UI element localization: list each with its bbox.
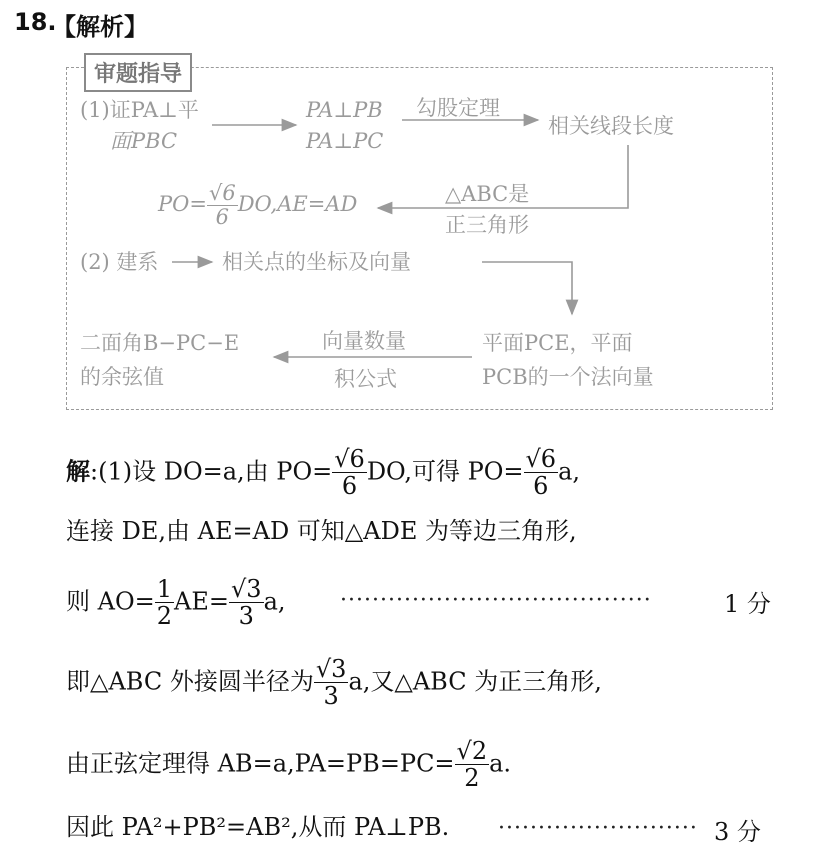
node-9a: 平面PCE，平面 xyxy=(482,331,633,355)
node-11a: 二面角B−PC−E xyxy=(80,331,240,355)
line3-f1-numerator: 1 xyxy=(156,575,173,603)
line3-f2-numerator: √3 xyxy=(231,575,262,603)
line4-numerator: √3 xyxy=(315,655,347,683)
node-5b: 正三角形 xyxy=(445,213,529,237)
node-8: 相关点的坐标及向量 xyxy=(222,250,411,274)
node-5a: △ABC是 xyxy=(445,182,530,206)
node-6-numerator: √6 xyxy=(208,181,236,205)
node-11b: 的余弦值 xyxy=(80,365,164,389)
solution-line-6: 因此 PA²+PB²=AB²,从而 PA⊥PB. xyxy=(66,813,450,841)
node-6-fraction xyxy=(207,182,238,229)
line1-fraction-2 xyxy=(524,446,559,500)
line5-b: a. xyxy=(489,749,512,778)
line4-denominator: 3 xyxy=(323,682,339,711)
line1-f1-numerator: √6 xyxy=(334,445,365,473)
line1-fraction-1 xyxy=(332,446,367,500)
solution-line-2: 连接 DE,由 AE=AD 可知△ADE 为等边三角形, xyxy=(66,517,577,545)
line6-score: 3 分 xyxy=(714,818,761,846)
node-4: 相关线段长度 xyxy=(548,114,674,138)
line5-fraction xyxy=(455,738,490,792)
node-1b: 面PBC xyxy=(110,129,178,153)
line6-leader-dots: ························· xyxy=(498,816,698,841)
guide-title: 审题指导 xyxy=(84,53,192,92)
solution-line-5 xyxy=(66,738,511,792)
line3-a: 则 AO= xyxy=(66,587,155,616)
section-title: 【解析】 xyxy=(52,13,148,41)
line4-a: 即△ABC 外接圆半径为 xyxy=(66,667,314,696)
arrow-5 xyxy=(482,262,572,314)
line1-f1-denominator: 6 xyxy=(341,472,358,501)
node-2b: PA⊥PC xyxy=(306,129,384,153)
node-10a: 向量数量 xyxy=(322,329,406,353)
node-10b: 积公式 xyxy=(334,367,397,391)
line5-denominator: 2 xyxy=(464,764,480,793)
node-9b: PCB的一个法向量 xyxy=(482,365,654,389)
line3-score: 1 分 xyxy=(724,590,771,618)
line4-fraction xyxy=(314,656,349,710)
line3-f1-denominator: 2 xyxy=(156,602,173,631)
line3-f2-denominator: 3 xyxy=(238,602,254,631)
solution-label: 解 xyxy=(66,456,90,486)
line5-numerator: √2 xyxy=(456,737,488,765)
line1-f2-denominator: 6 xyxy=(533,472,549,501)
line3-fraction-2 xyxy=(229,576,264,630)
line5-a: 由正弦定理得 AB=a,PA=PB=PC= xyxy=(66,749,455,778)
line1-b: DO,可得 PO= xyxy=(366,457,524,486)
node-6-post: DO,AE=AD xyxy=(237,192,358,217)
line4-b: a,又△ABC 为正三角形, xyxy=(348,667,602,696)
node-6-denominator: 6 xyxy=(215,205,230,230)
line3-fraction-1 xyxy=(155,576,174,630)
solution-line-1 xyxy=(66,446,580,500)
node-2a: PA⊥PB xyxy=(306,98,383,122)
line1-f2-numerator: √6 xyxy=(525,445,557,473)
node-3: 勾股定理 xyxy=(416,96,500,120)
line1-c: a, xyxy=(558,457,581,486)
node-6 xyxy=(158,182,357,229)
solution-line-4 xyxy=(66,656,602,710)
line1-a: :(1)设 DO=a,由 PO= xyxy=(90,457,333,486)
problem-number: 18. xyxy=(14,8,57,36)
line3-c: a, xyxy=(263,587,286,616)
node-6-pre: PO= xyxy=(158,192,207,217)
line3-b: AE= xyxy=(174,587,229,616)
node-1a: (1)证PA⊥平 xyxy=(80,98,199,122)
node-7: (2) 建系 xyxy=(80,250,159,274)
solution-line-3 xyxy=(66,576,286,630)
line3-leader-dots: ······································· xyxy=(340,588,652,613)
